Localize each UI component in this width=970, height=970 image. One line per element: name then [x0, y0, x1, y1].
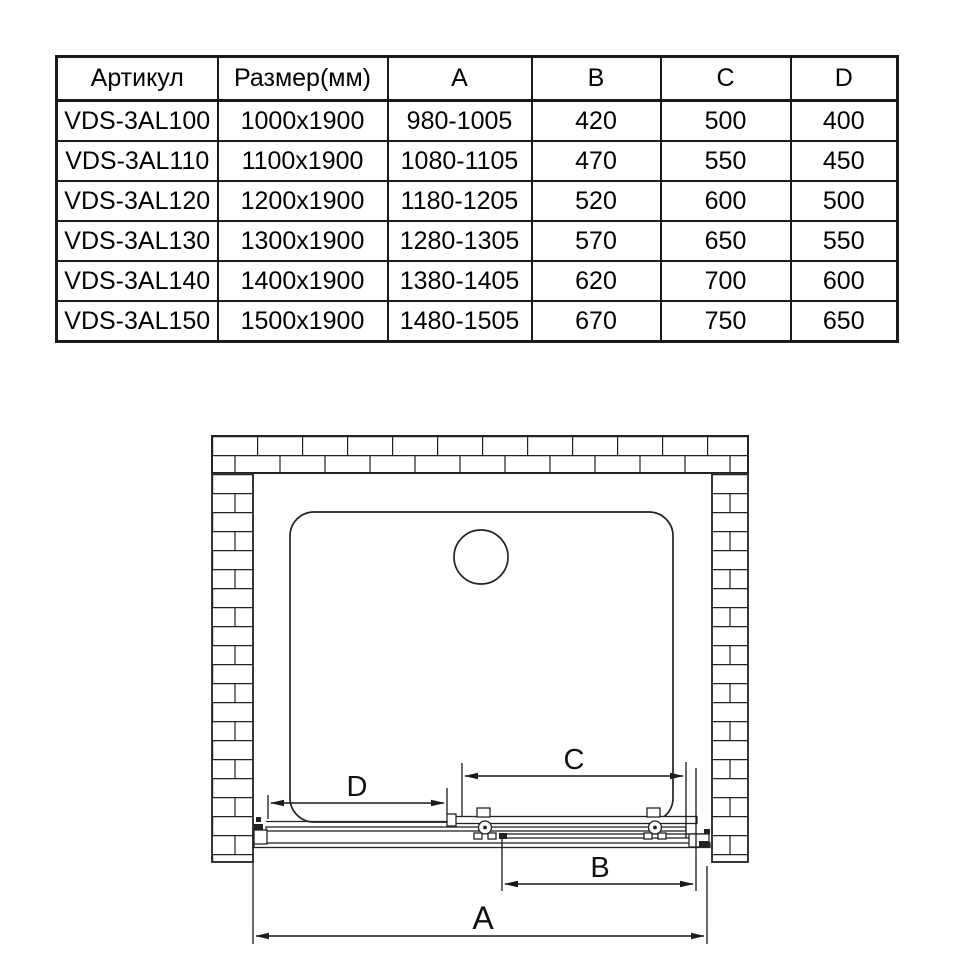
table-cell: 750	[661, 301, 791, 342]
dimension-a	[253, 863, 707, 944]
table-cell: 1480-1505	[388, 301, 532, 342]
profile-block	[254, 824, 263, 830]
table-cell: 980-1005	[388, 101, 532, 142]
col-header-d: D	[791, 57, 898, 101]
table-cell: VDS-3AL110	[57, 141, 218, 181]
wall-profile-left	[254, 817, 267, 844]
table-cell: 1500x1900	[218, 301, 388, 342]
table-cell: 670	[532, 301, 661, 342]
roller-hub	[653, 826, 657, 830]
anti-jump-cap	[647, 808, 660, 817]
table-cell: 1180-1205	[388, 181, 532, 221]
table-cell: VDS-3AL140	[57, 261, 218, 301]
table-cell: 550	[791, 221, 898, 261]
table-cell: 1080-1105	[388, 141, 532, 181]
table-cell: 1000x1900	[218, 101, 388, 142]
dimension-label-d: D	[346, 771, 368, 803]
anti-jump-cap	[477, 808, 490, 817]
dimension-label-b: B	[590, 852, 610, 884]
brick-wall-top	[212, 436, 748, 473]
col-header-a: A	[388, 57, 532, 101]
sliding-glass-panel	[500, 834, 705, 838]
fixed-glass-panel	[266, 827, 686, 831]
drain-circle	[454, 530, 508, 584]
wall-profile-right	[689, 829, 710, 847]
table-cell: 600	[791, 261, 898, 301]
table-cell: 1280-1305	[388, 221, 532, 261]
dimension-label-c: C	[563, 744, 585, 776]
roller-foot	[488, 833, 496, 839]
profile-knob	[256, 817, 261, 822]
dimension-label-a: A	[472, 900, 494, 936]
hanger-bar-end-cap	[447, 814, 456, 826]
table-cell: 650	[791, 301, 898, 342]
table-cell: VDS-3AL130	[57, 221, 218, 261]
table-cell: 500	[791, 181, 898, 221]
table-cell: 570	[532, 221, 661, 261]
table-cell: 1380-1405	[388, 261, 532, 301]
profile-knob	[704, 829, 710, 834]
table-cell: 520	[532, 181, 661, 221]
profile-block	[699, 841, 709, 847]
table-cell: 470	[532, 141, 661, 181]
table-cell: 1300x1900	[218, 221, 388, 261]
glass-clamp	[499, 833, 507, 839]
brick-wall-left	[212, 473, 253, 862]
table-cell: 450	[791, 141, 898, 181]
table-cell: 600	[661, 181, 791, 221]
roller-foot	[474, 833, 482, 839]
roller-foot	[658, 833, 666, 839]
table-cell: 650	[661, 221, 791, 261]
table-cell: 400	[791, 101, 898, 142]
profile-body	[254, 830, 267, 844]
col-header-c: C	[661, 57, 791, 101]
table-cell: 420	[532, 101, 661, 142]
table-cell: VDS-3AL120	[57, 181, 218, 221]
bottom-sill	[254, 843, 710, 848]
col-header-size: Размер(мм)	[218, 57, 388, 101]
roller-hub	[483, 826, 487, 830]
table-cell: 1200x1900	[218, 181, 388, 221]
table-cell: 700	[661, 261, 791, 301]
brick-wall-right	[712, 473, 748, 862]
table-cell: 500	[661, 101, 791, 142]
col-header-article: Артикул	[57, 57, 218, 101]
table-cell: 550	[661, 141, 791, 181]
table-cell: 1400x1900	[218, 261, 388, 301]
table-cell: VDS-3AL100	[57, 101, 218, 142]
table-cell: 620	[532, 261, 661, 301]
roller-foot	[644, 833, 652, 839]
table-cell: 1100x1900	[218, 141, 388, 181]
table-cell: VDS-3AL150	[57, 301, 218, 342]
col-header-b: B	[532, 57, 661, 101]
